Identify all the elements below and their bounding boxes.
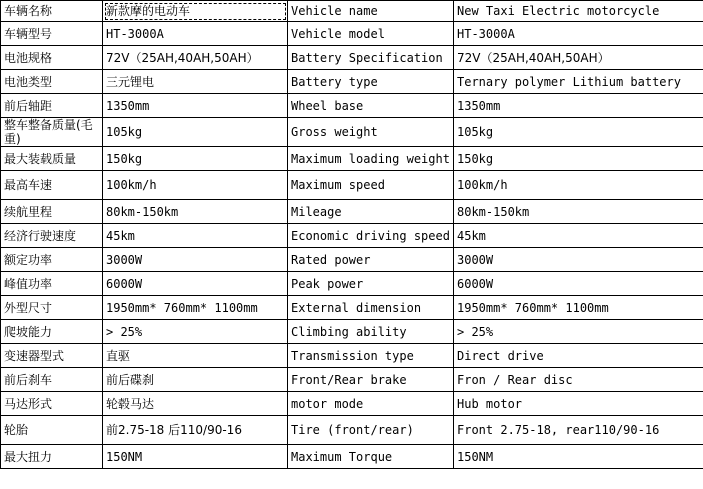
table-row-battery-spec [1, 46, 703, 70]
en-value-cell: 72V（25AH,40AH,50AH） [454, 46, 703, 70]
zh-value-cell: 150kg [103, 147, 288, 171]
table-row-max-torque [1, 445, 703, 469]
zh-value-cell: 80km-150km [103, 200, 288, 224]
zh-value-cell: 3000W [103, 248, 288, 272]
zh-value-cell: 前后碟刹 [103, 368, 288, 392]
table-row-climbing-ability [1, 320, 703, 344]
en-value-cell: 150kg [454, 147, 703, 171]
en-value-cell: 80km-150km [454, 200, 703, 224]
en-value-cell: HT-3000A [454, 22, 703, 46]
zh-label-cell: 车辆型号 [1, 22, 103, 46]
zh-label-cell: 经济行驶速度 [1, 224, 103, 248]
zh-label-cell: 电池规格 [1, 46, 103, 70]
zh-label-cell: 整车整备质量(毛重) [1, 118, 103, 147]
en-label-cell: Vehicle name [288, 1, 454, 22]
spec-table-body [1, 1, 703, 469]
en-value-cell: 45km [454, 224, 703, 248]
table-row-economic-speed [1, 224, 703, 248]
zh-value-cell: 6000W [103, 272, 288, 296]
en-value-cell: Direct drive [454, 344, 703, 368]
zh-label-cell: 变速器型式 [1, 344, 103, 368]
zh-value-cell: 三元锂电 [103, 70, 288, 94]
table-row-brake [1, 368, 703, 392]
zh-label-cell: 电池类型 [1, 70, 103, 94]
zh-value-cell: HT-3000A [103, 22, 288, 46]
en-value-cell: New Taxi Electric motorcycle [454, 1, 703, 22]
table-row-vehicle-model [1, 22, 703, 46]
en-value-cell: 105kg [454, 118, 703, 147]
zh-value-cell: 直驱 [103, 344, 288, 368]
en-label-cell: External dimension [288, 296, 454, 320]
zh-value-cell: > 25% [103, 320, 288, 344]
en-label-cell: Vehicle model [288, 22, 454, 46]
zh-value-cell: 72V（25AH,40AH,50AH） [103, 46, 288, 70]
en-label-cell: Gross weight [288, 118, 454, 147]
en-value-cell: 100km/h [454, 171, 703, 200]
en-value-cell: > 25% [454, 320, 703, 344]
en-label-cell: Economic driving speed [288, 224, 454, 248]
en-label-cell: Transmission type [288, 344, 454, 368]
table-row-max-loading-weight [1, 147, 703, 171]
zh-value-cell: 150NM [103, 445, 288, 469]
zh-label-cell: 最大装载质量 [1, 147, 103, 171]
table-row-rated-power [1, 248, 703, 272]
en-label-cell: Tire (front/rear) [288, 416, 454, 445]
en-label-cell: Battery Specification [288, 46, 454, 70]
table-row-vehicle-name [1, 1, 703, 22]
en-label-cell: Rated power [288, 248, 454, 272]
table-row-external-dimension [1, 296, 703, 320]
zh-value-cell: 105kg [103, 118, 288, 147]
zh-label-cell: 轮胎 [1, 416, 103, 445]
en-label-cell: Mileage [288, 200, 454, 224]
zh-label-cell: 最高车速 [1, 171, 103, 200]
zh-label-cell: 马达形式 [1, 392, 103, 416]
en-value-cell: Fron / Rear disc [454, 368, 703, 392]
en-label-cell: Peak power [288, 272, 454, 296]
zh-label-cell: 最大扭力 [1, 445, 103, 469]
zh-value-cell: 1350mm [103, 94, 288, 118]
zh-value-cell: 新款摩的电动车 [103, 1, 288, 22]
zh-value-cell: 前2.75-18 后110/90-16 [103, 416, 288, 445]
en-label-cell: Maximum speed [288, 171, 454, 200]
zh-label-cell: 车辆名称 [1, 1, 103, 22]
en-label-cell: Climbing ability [288, 320, 454, 344]
table-row-peak-power [1, 272, 703, 296]
en-label-cell: Maximum loading weight [288, 147, 454, 171]
en-value-cell: 150NM [454, 445, 703, 469]
zh-value-cell: 100km/h [103, 171, 288, 200]
zh-label-cell: 外型尺寸 [1, 296, 103, 320]
en-value-cell: 6000W [454, 272, 703, 296]
zh-label-cell: 前后轴距 [1, 94, 103, 118]
table-row-max-speed [1, 171, 703, 200]
table-row-gross-weight [1, 118, 703, 147]
en-label-cell: motor mode [288, 392, 454, 416]
en-value-cell: Ternary polymer Lithium battery [454, 70, 703, 94]
en-label-cell: Battery type [288, 70, 454, 94]
table-row-mileage [1, 200, 703, 224]
en-value-cell: 3000W [454, 248, 703, 272]
en-value-cell: Hub motor [454, 392, 703, 416]
zh-label-cell: 额定功率 [1, 248, 103, 272]
en-label-cell: Front/Rear brake [288, 368, 454, 392]
en-label-cell: Maximum Torque [288, 445, 454, 469]
en-value-cell: 1950mm* 760mm* 1100mm [454, 296, 703, 320]
table-row-motor-mode [1, 392, 703, 416]
zh-label-cell: 前后刹车 [1, 368, 103, 392]
table-row-tire [1, 416, 703, 445]
table-row-battery-type [1, 70, 703, 94]
zh-value-cell: 1950mm* 760mm* 1100mm [103, 296, 288, 320]
table-row-wheel-base [1, 94, 703, 118]
zh-label-cell: 爬坡能力 [1, 320, 103, 344]
zh-value-cell: 轮毂马达 [103, 392, 288, 416]
en-label-cell: Wheel base [288, 94, 454, 118]
zh-label-cell: 峰值功率 [1, 272, 103, 296]
zh-label-cell: 续航里程 [1, 200, 103, 224]
zh-value-cell: 45km [103, 224, 288, 248]
en-value-cell: Front 2.75-18, rear110/90-16 [454, 416, 703, 445]
en-value-cell: 1350mm [454, 94, 703, 118]
table-row-transmission-type [1, 344, 703, 368]
